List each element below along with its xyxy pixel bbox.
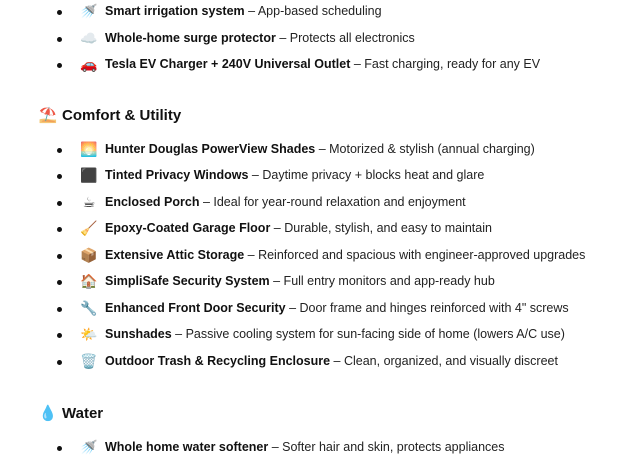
item-text <box>105 301 569 315</box>
item-name: Sunshades <box>105 327 172 341</box>
cloud-surge-icon: ☁️ <box>80 31 98 47</box>
bullet <box>57 254 62 259</box>
item-name: Enclosed Porch <box>105 195 200 209</box>
item-desc: – Door frame and hinges reinforced with 4" screws <box>285 301 569 315</box>
bullet <box>57 63 62 68</box>
trash-can-icon: 🗑️ <box>80 354 98 370</box>
item-name: Epoxy-Coated Garage Floor <box>105 221 271 235</box>
item-desc: – Softer hair and skin, protects appliances <box>268 440 505 454</box>
item-name: Tesla EV Charger + 240V Universal Outlet <box>105 57 351 71</box>
item-text <box>105 327 565 341</box>
item-text <box>105 4 382 18</box>
item-desc: – Daytime privacy + blocks heat and glare <box>248 168 485 182</box>
item-text <box>105 168 484 182</box>
item-desc: – App-based scheduling <box>244 4 382 18</box>
bullet <box>57 307 62 312</box>
item-desc: – Motorized & stylish (annual charging) <box>315 142 535 156</box>
section-title: Comfort & Utility <box>62 106 182 124</box>
item-name: Hunter Douglas PowerView Shades <box>105 142 316 156</box>
item-desc: – Durable, stylish, and easy to maintain <box>270 221 492 235</box>
item-name: Whole home water softener <box>105 440 269 454</box>
item-text <box>105 274 495 288</box>
item-name: Whole-home surge protector <box>105 31 276 45</box>
item-name: SimpliSafe Security System <box>105 274 270 288</box>
item-text <box>105 248 585 262</box>
broom-icon: 🧹 <box>80 221 98 237</box>
car-icon: 🚗 <box>80 57 98 73</box>
item-name: Smart irrigation system <box>105 4 245 18</box>
shower-icon: 🚿 <box>80 440 98 456</box>
item-desc: – Fast charging, ready for any EV <box>350 57 541 71</box>
wrench-icon: 🔧 <box>80 301 98 317</box>
item-desc: – Clean, organized, and visually discreet <box>330 354 558 368</box>
item-name: Extensive Attic Storage <box>105 248 245 262</box>
item-desc: – Passive cooling system for sun-facing side of home (lowers A/C use) <box>171 327 565 341</box>
item-text <box>105 221 492 235</box>
section-heading-water <box>38 401 103 425</box>
item-text <box>105 142 535 156</box>
item-desc: – Ideal for year-round relaxation and enjoyment <box>199 195 466 209</box>
bullet <box>57 333 62 338</box>
bullet <box>57 174 62 179</box>
item-desc: – Reinforced and spacious with engineer-approved upgrades <box>244 248 586 262</box>
box-icon: 📦 <box>80 248 98 264</box>
item-name: Enhanced Front Door Security <box>105 301 286 315</box>
sprinkler-icon: 🚿 <box>80 4 98 20</box>
item-name: Tinted Privacy Windows <box>105 168 249 182</box>
bullet <box>57 227 62 232</box>
coffee-icon: ☕ <box>82 195 96 211</box>
item-text <box>105 195 466 209</box>
item-text <box>105 440 504 454</box>
item-text <box>105 57 540 71</box>
item-text <box>105 31 415 45</box>
beach-umbrella-icon: ⛱️ <box>38 106 58 124</box>
bullet <box>57 446 62 451</box>
item-name: Outdoor Trash & Recycling Enclosure <box>105 354 331 368</box>
bullet <box>57 280 62 285</box>
bullet <box>57 201 62 206</box>
droplet-icon: 💧 <box>38 404 58 422</box>
house-icon: 🏠 <box>80 274 98 290</box>
section-heading-comfort <box>38 103 181 127</box>
item-desc: – Protects all electronics <box>275 31 415 45</box>
item-text <box>105 354 558 368</box>
bullet <box>57 360 62 365</box>
bullet <box>57 37 62 42</box>
black-square-icon: ⬛ <box>80 168 98 184</box>
section-title: Water <box>62 404 104 422</box>
item-desc: – Full entry monitors and app-ready hub <box>269 274 495 288</box>
sunset-icon: 🌅 <box>80 142 98 158</box>
bullet <box>57 148 62 153</box>
sun-cloud-icon: 🌤️ <box>80 327 98 343</box>
bullet <box>57 10 62 15</box>
